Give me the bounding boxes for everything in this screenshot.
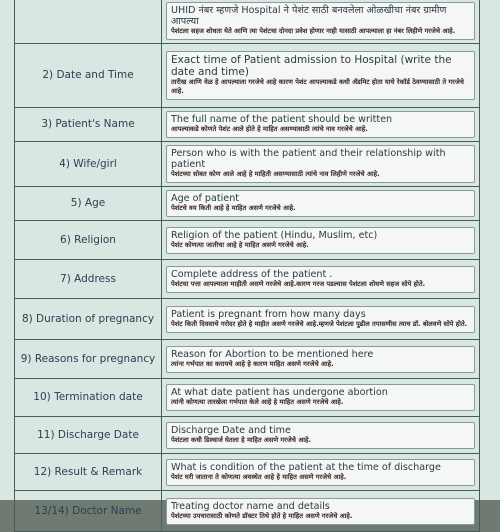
row-description-box [166, 190, 475, 217]
row-label: 6) Religion [15, 221, 162, 260]
row-label: 2) Date and Time [15, 44, 162, 108]
table-row [15, 491, 480, 532]
row-description-marathi: पेशंट कोणत्या जातीचा आहे हे माहित असणे गरजेचे आहे. [171, 240, 309, 249]
row-description-marathi: तारीख आणि वेळ हे आपल्याला गरजेचे आहे कारण पेशंट आपल्याकडे कधी ॲडमिट होता याचे रेकॉर्ड ठेवण्यासाठी ते गरजेचे आहे. [171, 78, 464, 95]
row-description-box [166, 384, 475, 411]
row-label [15, 0, 162, 44]
row-description-box [166, 51, 475, 100]
row-description-box [166, 266, 475, 293]
row-label: 4) Wife/girl [15, 142, 162, 187]
row-description-marathi: त्यांना गर्भपात का करायचे आहे हे कारण माहित असणे गरजेचे आहे. [171, 359, 334, 368]
row-description-english: Religion of the patient (Hindu, Muslim, etc) [171, 229, 378, 241]
instruction-table [14, 0, 480, 532]
row-description-marathi: पेशंटचा पत्ता आपल्याला माहीती असणे गरजेचे आहे.कारण गरज पडल्यास पेशंटला शोधणे सहज सोपे होते. [171, 279, 426, 288]
row-description-english: The full name of the patient should be written [171, 114, 393, 125]
table-row [15, 108, 480, 142]
row-description-box [166, 227, 475, 254]
row-description-box [166, 346, 475, 373]
row-description-marathi: पेशंटच्या सोबत कोण आले आहे हे माहिती असण्यासाठी त्यांचे नाव लिहीणे गरजेचे आहे. [171, 170, 380, 178]
table-row [15, 221, 480, 260]
row-label: 11) Discharge Date [15, 417, 162, 454]
row-description-english: UHID नंबर म्हणजे Hospital ने पेशंट साठी बनवलेला ओळखीचा नंबर ग्रामीण आपल्या [171, 5, 447, 27]
row-description-box [166, 422, 475, 449]
row-description-english: Discharge Date and time [171, 424, 291, 436]
row-description-marathi: पेशंटच्या उपचारासाठी कोणते डॉक्टर तिथे होते हे माहित असणे गरजेचे आहे. [171, 511, 353, 520]
row-description-english: At what date patient has undergone abortion [171, 387, 388, 398]
row-label: 9) Reasons for pregnancy [15, 340, 162, 379]
table-row [15, 299, 480, 340]
row-description-box [166, 2, 475, 40]
table-row [15, 142, 480, 187]
table-row [15, 44, 480, 108]
row-description-marathi: पेशंट किती दिवसाचे गरोदर होते हे माहीत असणे गरजेचे आहे.म्हणजे पेशंटला पुढील तपासणीस त्याच डॉ. बोलवणे सोपे होते. [171, 319, 468, 328]
row-description-marathi: त्यांनी कोणत्या तारखेला गर्भपात केले आहे हे माहित असणे गरजेचे आहे. [171, 398, 344, 406]
table-row [15, 260, 480, 299]
table-row [15, 0, 480, 44]
row-label: 5) Age [15, 187, 162, 221]
row-description-english: Patient is pregnant from how many days [171, 308, 366, 320]
row-label: 3) Patient's Name [15, 108, 162, 142]
row-label: 7) Address [15, 260, 162, 299]
row-label: 12) Result & Remark [15, 454, 162, 491]
table-row [15, 379, 480, 417]
row-description-marathi: पेशंटला कधी डिस्चार्ज घेतला हे माहित असणे गरजेचे आहे. [171, 435, 311, 444]
table-row [15, 454, 480, 491]
row-description-box [166, 111, 475, 138]
row-description-english: Age of patient [171, 193, 240, 204]
row-label: 13/14) Doctor Name [15, 491, 162, 532]
row-description-box [166, 306, 475, 333]
row-description-english: What is condition of the patient at the time of discharge [171, 461, 441, 473]
row-description-marathi: पेशंट घरी जाताना ते कोणत्या अवस्थेत आहे हे माहित असणे गरजेचे आहे. [171, 472, 347, 481]
table-row [15, 417, 480, 454]
row-description-english: Complete address of the patient . [171, 268, 333, 280]
row-label: 8) Duration of pregnancy [15, 299, 162, 340]
row-description-box [166, 498, 475, 525]
row-description-marathi: पेशंटला सहज शोधता येते आणि त्या पेशंटचा दोनदा प्रवेश होणार नाही यासाठी आपल्याला हा नंबर लिहीणे गरजेचे आहे. [171, 27, 456, 35]
row-description-english: Treating doctor name and details [171, 500, 330, 512]
table-row [15, 187, 480, 221]
row-description-box [166, 459, 475, 486]
row-description-marathi: आपल्याकडे कोणते पेशंट आले होते हे माहित असण्यासाठी त्यांचे नाव गरजेचे आहे. [171, 125, 368, 133]
row-label: 10) Termination date [15, 379, 162, 417]
row-description-box [166, 145, 475, 183]
table-row [15, 340, 480, 379]
row-description-english: Reason for Abortion to be mentioned here [171, 348, 374, 360]
row-description-english: Exact time of Patient admission to Hospital (write the date and time) [171, 54, 452, 78]
row-description-english: Person who is with the patient and their relationship with patient [171, 148, 446, 170]
row-description-marathi: पेशंटचे वय किती आहे हे माहित असणे गरजेचे आहे. [171, 204, 296, 212]
